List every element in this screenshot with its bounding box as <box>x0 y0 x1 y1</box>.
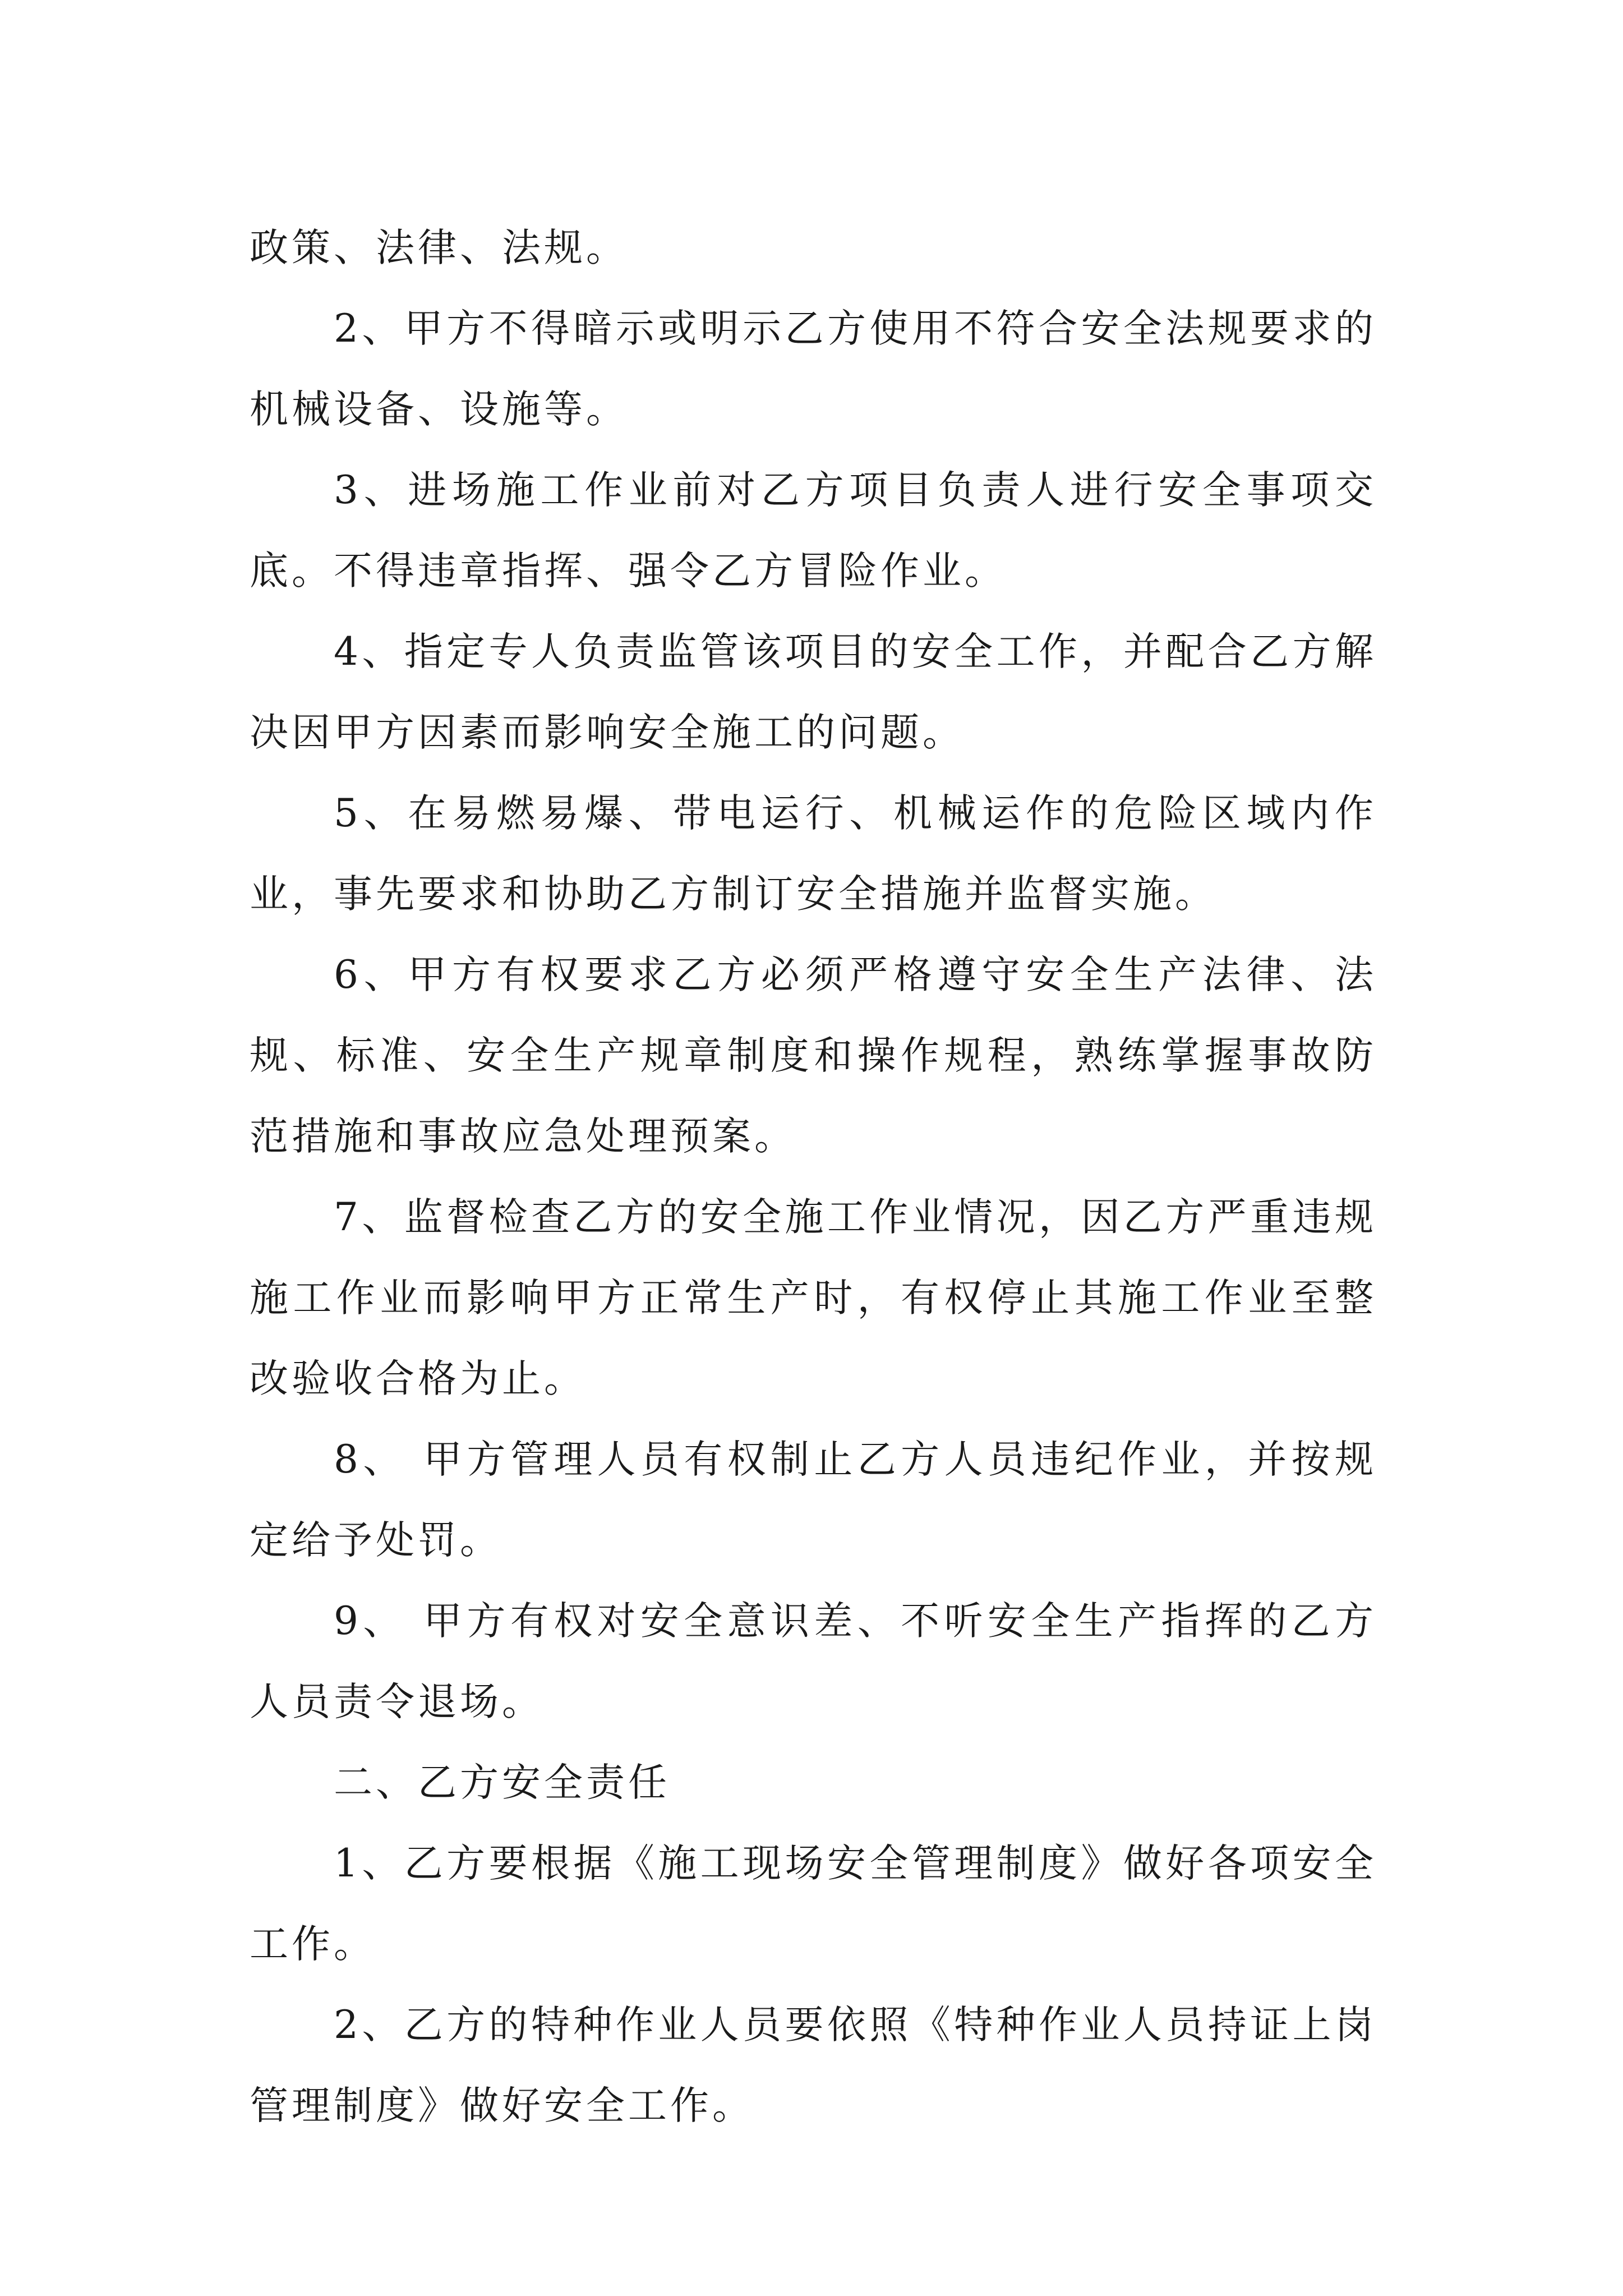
paragraph-item-5: 5、在易燃易爆、带电运行、机械运作的危险区域内作业，事先要求和协助乙方制订安全措施并监督实施。 <box>250 791 1377 917</box>
paragraph-item-9: 9、 甲方有权对安全意识差、不听安全生产指挥的乙方人员责令退场。 <box>250 1599 1377 1724</box>
paragraph-item-3: 3、进场施工作业前对乙方项目负责人进行安全事项交底。不得违章指挥、强令乙方冒险作业。 <box>250 468 1377 593</box>
paragraph-party-b-item-2: 2、乙方的特种作业人员要依照《特种作业人员持证上岗管理制度》做好安全工作。 <box>250 2003 1377 2128</box>
paragraph-party-b-item-1: 1、乙方要根据《施工现场安全管理制度》做好各项安全工作。 <box>250 1841 1377 1967</box>
paragraph-item-7: 7、监督检查乙方的安全施工作业情况，因乙方严重违规施工作业而影响甲方正常生产时，有权停止其施工作业至整改验收合格为止。 <box>250 1195 1377 1401</box>
paragraph-continuation: 政策、法律、法规。 <box>250 226 628 270</box>
paragraph-item-8: 8、 甲方管理人员有权制止乙方人员违纪作业，并按规定给予处罚。 <box>250 1437 1377 1563</box>
paragraph-item-2: 2、甲方不得暗示或明示乙方使用不符合安全法规要求的机械设备、设施等。 <box>250 306 1377 432</box>
paragraph-item-4: 4、指定专人负责监管该项目的安全工作，并配合乙方解决因甲方因素而影响安全施工的问题。 <box>250 629 1377 755</box>
document-body <box>250 208 1377 2146</box>
section-heading-party-b: 二、乙方安全责任 <box>334 1760 670 1805</box>
paragraph-item-6: 6、甲方有权要求乙方必须严格遵守安全生产法律、法规、标准、安全生产规章制度和操作规程，熟练掌握事故防范措施和事故应急处理预案。 <box>250 953 1377 1159</box>
